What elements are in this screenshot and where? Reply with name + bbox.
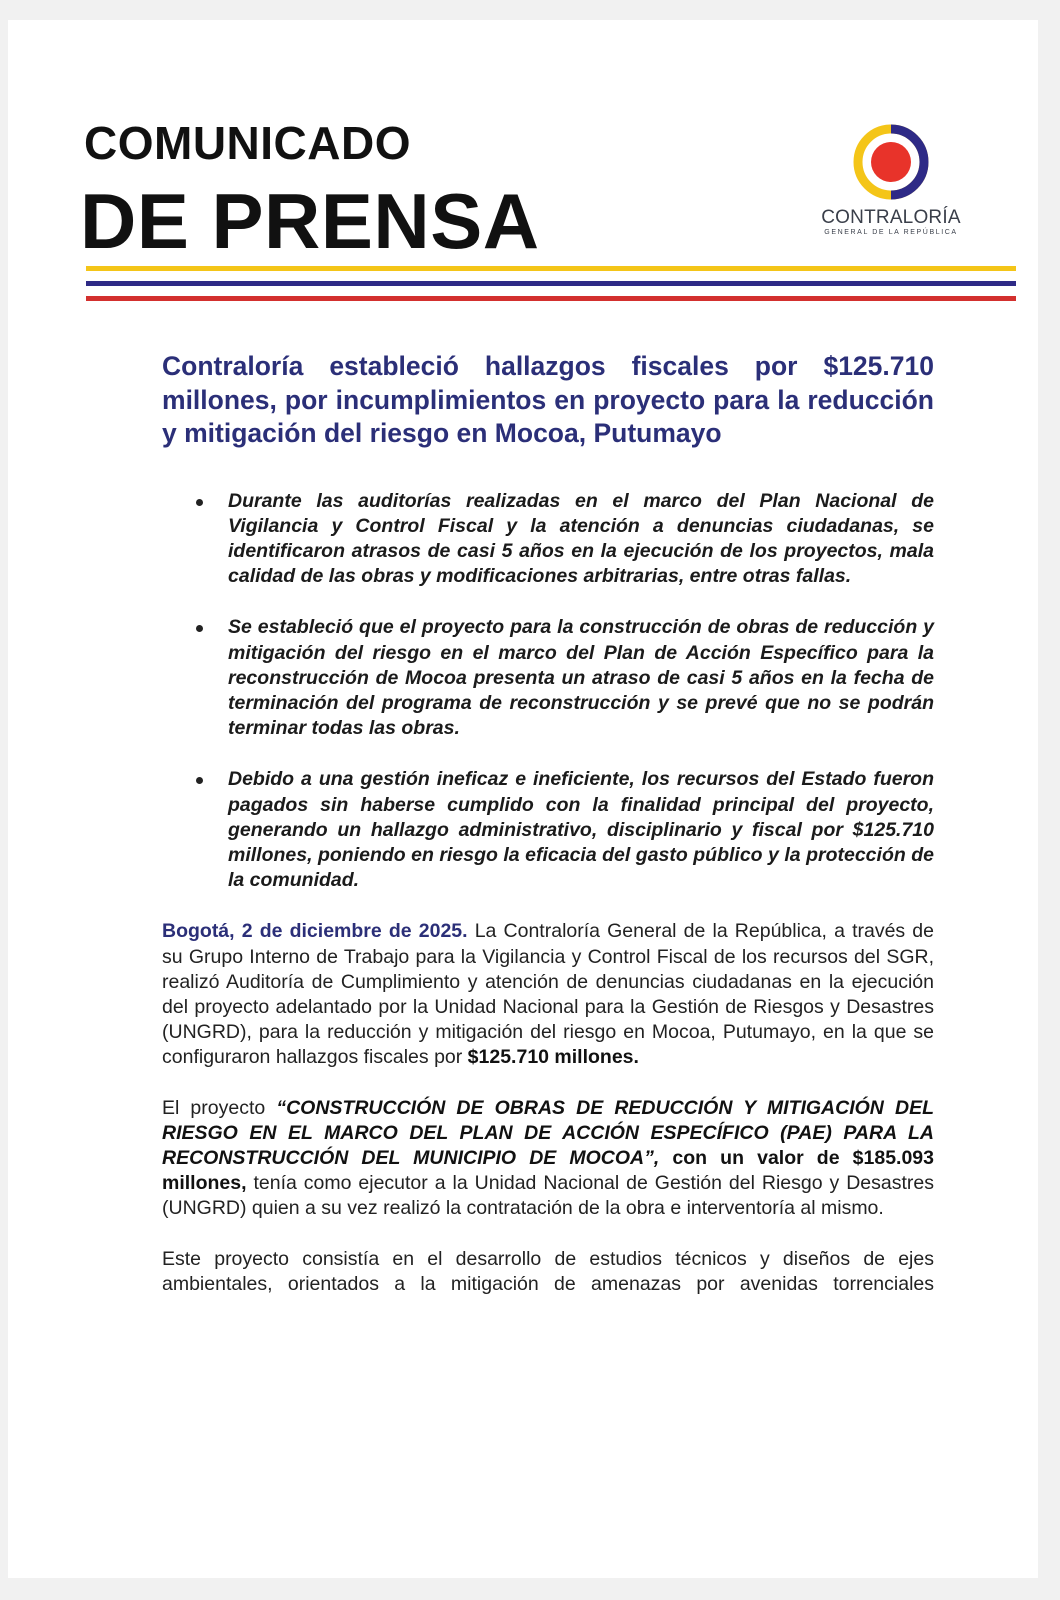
bullet-text: Debido a una gestión ineficaz e ineficiente, los recursos del Estado fueron pagados sin haberse cumplido con la finalidad principal del proyecto, generando un hallazgo administrativo, disciplinario y fiscal por $125.710 millones, poniendo en riesgo la eficacia del gasto público y la protección de la comunidad. — [228, 768, 934, 892]
title-line-1: COMUNICADO — [84, 117, 411, 169]
contraloria-logo — [816, 122, 966, 242]
paragraph-2 — [162, 1096, 934, 1222]
press-release-body — [162, 350, 934, 1297]
bullet-item — [162, 489, 934, 590]
bullet-text: Se estableció que el proyecto para la construcción de obras de reducción y mitigación del riesgo en el marco del Plan de Acción Específico para la reconstrucción de Mocoa presenta un atraso de casi 5 años en la fecha de terminación del programa de reconstrucción y se prevé que no se podrán terminar todas las obras. — [228, 616, 934, 740]
headline: Contraloría estableció hallazgos fiscales por $125.710 millones, por incumplimientos en proyecto para la reducción y mitigación del riesgo en Mocoa, Putumayo — [162, 351, 934, 448]
bullet-dot-icon — [196, 499, 203, 506]
bullet-dot-icon — [196, 625, 203, 632]
blue-stripe — [86, 281, 1016, 286]
bullet-text: Durante las auditorías realizadas en el marco del Plan Nacional de Vigilancia y Control Fiscal y la atención a denuncias ciudadanas, se identificaron atrasos de casi 5 años en la ejecución de los proyectos, mala calidad de las obras y modificaciones arbitrarias, entre otras fallas. — [228, 489, 934, 588]
contraloria-circle-logo-icon — [851, 122, 931, 202]
red-stripe — [86, 296, 1016, 301]
dateline: Bogotá, 2 de diciembre de 2025. — [162, 920, 468, 943]
title-line-2: DE PRENSA — [80, 177, 540, 265]
logo-wordmark: CONTRALORÍA — [821, 207, 961, 228]
logo-subtitle: GENERAL DE LA REPÚBLICA — [824, 229, 958, 236]
paragraph-3: Este proyecto consistía en el desarrollo de estudios técnicos y diseños de ejes ambientales, orientados a la mitigación de amenazas por avenidas torrenciales — [162, 1247, 934, 1295]
paragraph-2-intro: El proyecto — [162, 1096, 277, 1119]
key-points-list — [162, 489, 934, 894]
fiscal-amount: $125.710 millones. — [467, 1046, 639, 1069]
paragraph-1 — [162, 919, 934, 1070]
yellow-stripe — [86, 266, 1016, 271]
bullet-item — [162, 615, 934, 741]
paragraph-2-rest: tenía como ejecutor a la Unidad Nacional de Gestión del Riesgo y Desastres (UNGRD) quien a su vez realizó la contratación de la obra e interventoría al mismo. — [162, 1172, 934, 1220]
bullet-item — [162, 767, 934, 893]
project-name: “CONSTRUCCIÓN DE OBRAS DE REDUCCIÓN Y MITIGACIÓN DEL RIESGO EN EL MARCO DEL PLAN DE ACCIÓN ESPECÍFICO (PAE) PARA LA RECONSTRUCCIÓN DEL MUNICIPIO DE MOCOA”, — [162, 1096, 934, 1169]
bullet-dot-icon — [196, 777, 203, 784]
document-page — [8, 20, 1038, 1578]
project-value: con un valor de $185.093 millones, — [162, 1146, 934, 1195]
paragraph-1-text: La Contraloría General de la República, a través de su Grupo Interno de Trabajo para la Vigilancia y Control Fiscal de los recursos del SGR, realizó Auditoría de Cumplimiento y atención de denuncias ciudadanas en la ejecución del proyecto adelantado por la Unidad Nacional para la Gestión de Riesgos y Desastres (UNGRD), para la reducción y mitigación del riesgo en Mocoa, Putumayo, en la que se configuraron hallazgos fiscales por — [162, 920, 934, 1069]
